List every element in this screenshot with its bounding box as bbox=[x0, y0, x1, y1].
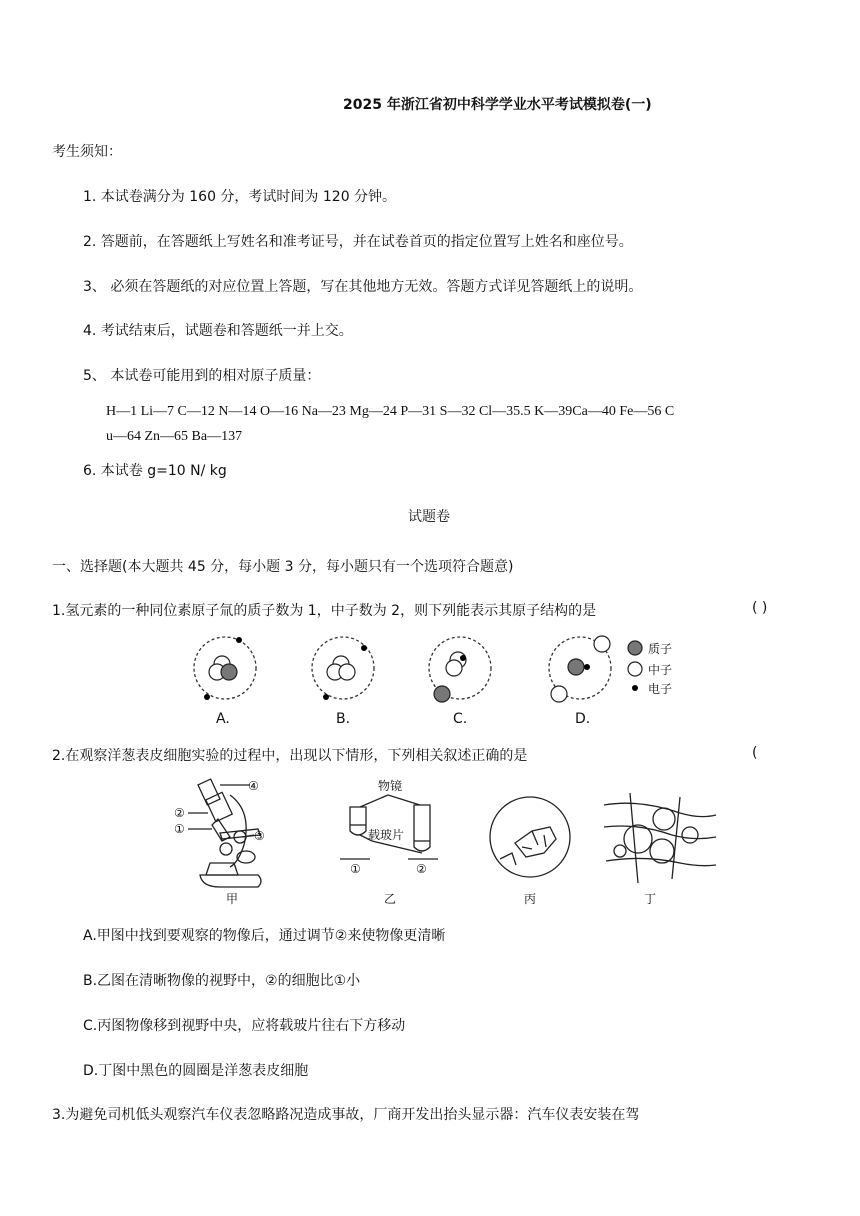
yi-label-2: ② bbox=[416, 862, 427, 876]
question-2-option-a: A.甲图中找到要观察的物像后，通过调节②来使物像更清晰 bbox=[83, 928, 446, 944]
figure-label-jia: 甲 bbox=[226, 892, 239, 906]
question-2-figure bbox=[160, 775, 720, 910]
option-label-d: D. bbox=[575, 711, 591, 727]
exam-title: 2025 年浙江省初中科学学业水平考试模拟卷(一) bbox=[343, 97, 652, 113]
atom-legend bbox=[628, 641, 672, 696]
microscope-label-3: ③ bbox=[254, 829, 265, 843]
microscope-label-4: ④ bbox=[248, 779, 259, 793]
option-label-a: A. bbox=[216, 711, 230, 727]
electron-legend-icon bbox=[632, 685, 638, 691]
legend-neutron: 中子 bbox=[648, 663, 673, 677]
notice-item-1: 1. 本试卷满分为 160 分，考试时间为 120 分钟。 bbox=[83, 189, 397, 205]
legend-electron: 电子 bbox=[648, 682, 673, 696]
question-2-option-c: C.丙图物像移到视野中央，应将载玻片往右下方移动 bbox=[83, 1018, 406, 1034]
proton-legend-icon bbox=[628, 641, 642, 655]
figure-label-bing: 丙 bbox=[524, 892, 537, 906]
yi-label-slide: 载玻片 bbox=[368, 828, 405, 842]
yi-label-objective: 物镜 bbox=[378, 779, 403, 793]
atom-diagram-a bbox=[194, 637, 256, 700]
notice-item-4: 4. 考试结束后，试题卷和答题纸一并上交。 bbox=[83, 323, 353, 339]
neutron-legend-icon bbox=[628, 662, 642, 676]
question-2-answer-paren: ( bbox=[752, 745, 758, 761]
notice-item-6: 6. 本试卷 g=10 N/ kg bbox=[83, 463, 227, 479]
microscope-label-2: ② bbox=[174, 806, 185, 820]
question-3-text: 3.为避免司机低头观察汽车仪表忽略路况造成事故，厂商开发出抬头显示器：汽车仪表安装在驾 bbox=[52, 1107, 640, 1123]
option-label-b: B. bbox=[336, 711, 351, 727]
question-2-option-d: D.丁图中黑色的圆圈是洋葱表皮细胞 bbox=[83, 1063, 309, 1079]
atomic-masses-line-2: u—64 Zn—65 Ba—137 bbox=[106, 429, 243, 444]
notice-item-3: 3、 必须在答题纸的对应位置上答题，写在其他地方无效。答题方式详见答题纸上的说明。 bbox=[83, 279, 643, 295]
section-title: 试题卷 bbox=[408, 509, 450, 525]
notice-heading: 考生须知： bbox=[52, 144, 122, 160]
question-2-text: 2.在观察洋葱表皮细胞实验的过程中，出现以下情形，下列相关叙述正确的是 bbox=[52, 748, 528, 764]
figure-label-ding: 丁 bbox=[644, 892, 657, 906]
notice-item-5: 5、 本试卷可能用到的相对原子质量： bbox=[83, 368, 321, 384]
field-of-view-diagram bbox=[490, 797, 570, 877]
atom-diagram-c bbox=[429, 637, 491, 702]
notice-item-2: 2. 答题前，在答题纸上写姓名和准考证号，并在试卷首页的指定位置写上姓名和座位号。 bbox=[83, 234, 633, 250]
atomic-masses-line-1: H—1 Li—7 C—12 N—14 O—16 Na—23 Mg—24 P—31 S—32 Cl—35.5 K—39Ca—40 Fe—56 C bbox=[106, 404, 675, 419]
option-label-c: C. bbox=[453, 711, 468, 727]
cells-bubbles-diagram bbox=[604, 793, 716, 883]
microscope-label-1: ① bbox=[174, 822, 185, 836]
objectives-diagram bbox=[340, 795, 438, 859]
question-2-option-b: B.乙图在清晰物像的视野中，②的细胞比①小 bbox=[83, 973, 361, 989]
question-1-answer-paren: ( ) bbox=[752, 600, 768, 616]
legend-proton: 质子 bbox=[648, 642, 673, 656]
yi-label-1: ① bbox=[350, 862, 361, 876]
microscope-diagram bbox=[188, 779, 261, 887]
question-1-text: 1.氢元素的一种同位素原子氚的质子数为 1，中子数为 2，则下列能表示其原子结构的是 bbox=[52, 603, 597, 619]
atom-diagram-d bbox=[549, 636, 611, 702]
atom-diagram-b bbox=[312, 637, 374, 700]
part1-heading: 一、选择题(本大题共 45 分，每小题 3 分，每小题只有一个选项符合题意) bbox=[52, 559, 514, 575]
figure-label-yi: 乙 bbox=[384, 892, 397, 906]
question-1-figure bbox=[180, 630, 700, 730]
